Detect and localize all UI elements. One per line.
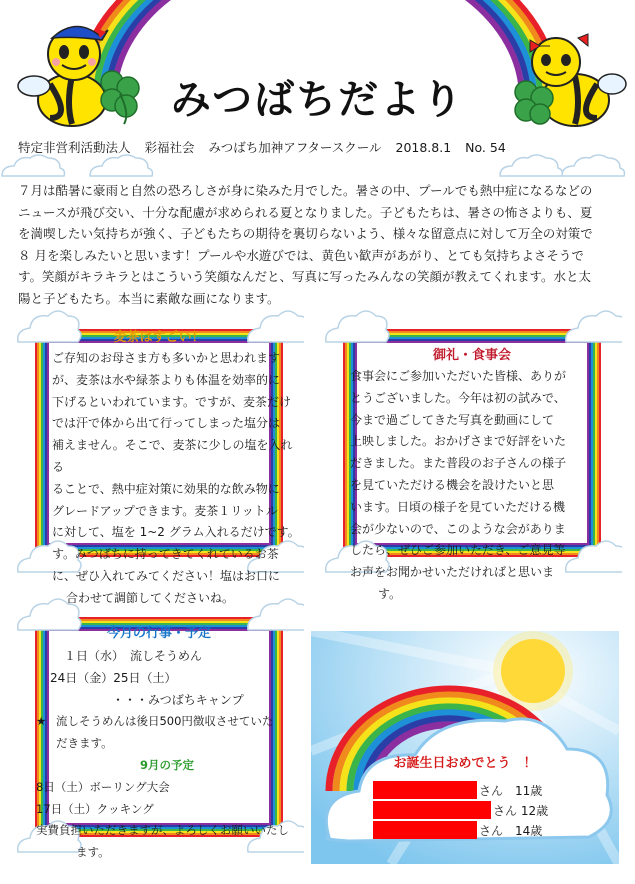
birthday-title: お誕生日おめでとう ！ xyxy=(393,756,537,771)
issue-date: 2018.8.1 xyxy=(395,140,452,155)
thanks-body xyxy=(350,366,604,606)
body-line: では汗で体から出て行ってしまった塩分は xyxy=(52,416,281,431)
body-line: したら、ぜひご参加いただき、ご意見等 xyxy=(350,543,566,558)
body-line: お声をお聞かせいただければと思いま xyxy=(350,565,555,580)
thanks-box xyxy=(322,308,622,601)
body-line: 食事会にご参加いただいた皆様、ありが xyxy=(350,369,567,383)
mugicha-body xyxy=(52,348,302,610)
body-line: が、麦茶は水や緑茶よりも体温を効率的に xyxy=(52,372,281,387)
body-line: 補えません。そこで、麦茶に少しの塩を入れる xyxy=(52,438,293,474)
events-box xyxy=(14,596,304,858)
body-line: 下げるといわれています。ですが、麦茶だけ xyxy=(52,394,292,409)
mugicha-title: 麦茶はすごい！ xyxy=(113,330,205,345)
mugicha-box xyxy=(14,308,304,605)
body-line: ることで、熱中症対策に効果的な飲み物に xyxy=(52,481,280,496)
org-name: 彩福社会 xyxy=(144,140,195,155)
events-body xyxy=(36,646,298,864)
note-text: 流しそうめんは後日500円徴収させていた xyxy=(55,714,274,729)
footer-note: 実費負担いただきますが、よろしくお願いいたし xyxy=(36,823,289,838)
intro-line: 陽と子どもたち。本当に素敵な画になります。 xyxy=(18,290,280,306)
body-line: グレードアップできます。麦茶１リットル xyxy=(52,503,278,518)
intro-paragraph xyxy=(18,180,618,309)
star-icon: ★ xyxy=(36,714,47,729)
school-name: みつばち加神アフタースクール xyxy=(208,140,382,155)
issue-number: No. 54 xyxy=(465,140,506,155)
birthday-age: さん 11歳 xyxy=(479,784,543,798)
birthday-row xyxy=(373,801,603,819)
redacted-name xyxy=(373,821,477,839)
next-event-item: 8日（土）ボーリング大会 xyxy=(36,779,170,794)
org-type: 特定非営利活動法人 xyxy=(18,140,131,155)
note-text: だきます。 xyxy=(56,736,113,751)
redacted-name xyxy=(373,781,477,799)
body-line: に対して、塩を 1~2 グラム入れるだけです。 xyxy=(52,525,300,540)
event-item: 24日（金）25日（土） xyxy=(50,670,177,685)
body-line: 上映しました。おかげさまで好評をいた xyxy=(350,434,567,449)
intro-line: ８ 月を楽しみたいと思います！プールや水遊びでは、黄色い歓声があがり、とても気持ちよさそうで xyxy=(18,247,584,263)
next-month-title: 9月の予定 xyxy=(139,757,194,772)
body-line: 今まで過ごしてきた写真を動画にして xyxy=(350,412,555,427)
event-item: １日（水） 流しそうめん xyxy=(64,649,203,663)
body-line: に、ぜひ入れてみてください！塩はお口に xyxy=(52,568,281,583)
body-line: ご存知のお母さま方も多いかと思われます xyxy=(52,351,281,365)
event-item: ・・・みつばちキャンプ xyxy=(112,692,244,707)
body-line: を見ていただける機会を設けたいと思 xyxy=(350,477,555,492)
body-line: だきました。また普段のお子さんの様子 xyxy=(350,456,567,471)
newsletter-title: みつばちだより xyxy=(170,77,465,123)
birthday-panel xyxy=(311,631,619,864)
events-title: 今月の行事・予定 xyxy=(106,626,211,641)
next-event-item: 17日（土）クッキング xyxy=(36,801,154,816)
footer-note: ます。 xyxy=(76,845,110,860)
intro-line: ７月は酷暑に豪雨と自然の恐ろしさが身に染みた月でした。暑さの中、プールでも熱中症になるなどの xyxy=(18,183,593,198)
body-line: います。日頃の様子を見ていただける機 xyxy=(350,499,566,514)
birthday-age: さん 14歳 xyxy=(479,824,543,838)
event-note xyxy=(36,711,298,733)
intro-line: す。笑顔がキラキラとはこういう笑顔なんだと、写真に写ったみんなの笑顔が教えてくれます。水と太 xyxy=(18,269,592,284)
birthday-row xyxy=(373,821,603,839)
body-line: 合わせて調節してくださいね。 xyxy=(66,590,235,605)
intro-line: ニュースが飛び交い、十分な配慮が求められる夏となりました。子どもたちは、暑さの怖さよりも、夏 xyxy=(18,204,593,220)
body-line: とうございました。今年は初の試みで、 xyxy=(350,390,566,405)
body-line: 会が少ないので、このような会がありま xyxy=(350,521,566,536)
birthday-age: さん 12歳 xyxy=(493,804,549,818)
body-line: す。 xyxy=(378,586,402,601)
birthday-row xyxy=(373,781,603,799)
thanks-title: 御礼・食事会 xyxy=(432,348,511,363)
intro-line: を満喫したい気持ちが強く、子どもたちの期待を裏切らないよう、様々な留意点に対して万全の対策で xyxy=(18,226,593,241)
redacted-name xyxy=(373,801,491,819)
cloud-divider xyxy=(0,150,635,180)
cloud-corner xyxy=(566,311,622,342)
body-line: す。みつばちに持ってきてくれているお茶 xyxy=(52,547,279,562)
cloud-corner xyxy=(326,311,389,342)
